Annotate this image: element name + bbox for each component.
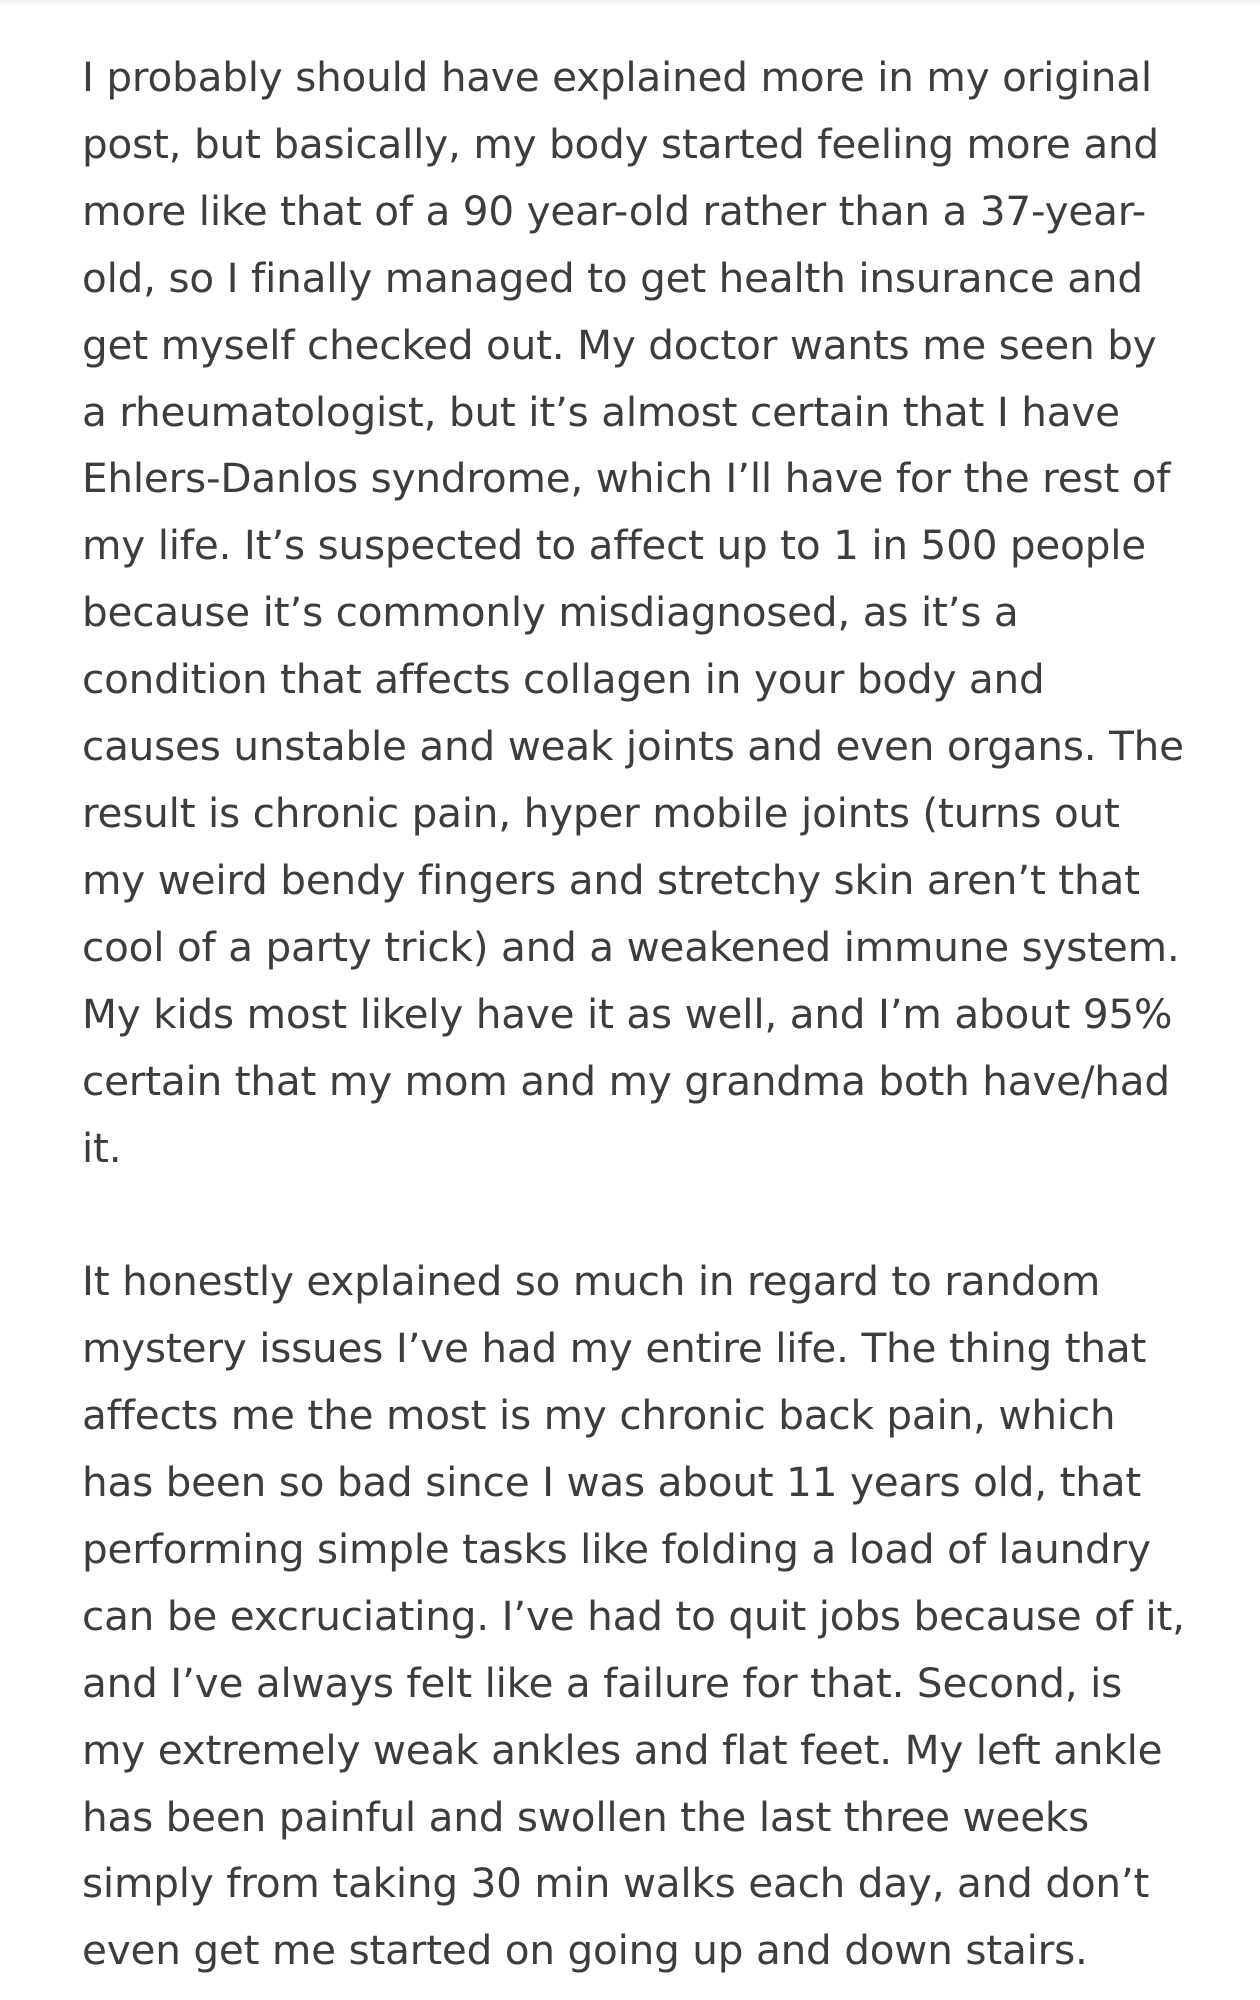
note-paragraph-1: I probably should have explained more in my original post, but basically, my body started feeling more and more like that of a 90 year-old rather than a 37-year-old, so I finally managed to get health insurance and get myself checked out. My doctor wants me seen by a rheumatologist, but it’s almost certain that I have Ehlers-Danlos syndrome, which I’ll have for the rest of my life. It’s suspected to affect up to 1 in 500 people because it’s commonly misdiagnosed, as it’s a condition that affects collagen in your body and causes unstable and weak joints and even organs. The result is chronic pain, hyper mobile joints (turns out my weird bendy fingers and stretchy skin aren’t that cool of a party trick) and a weakened immune system. My kids most likely have it as well, and I’m about 95% certain that my mom and my grandma both have/had it. — [82, 53, 1184, 1172]
note-paragraph-2: It honestly explained so much in regard to random mystery issues I’ve had my entire life. The thing that affects me the most is my chronic back pain, which has been so bad since I was about 11 years old, that performing simple tasks like folding a load of laundry can be excruciating. I’ve had to quit jobs because of it, and I’ve always felt like a failure for that. Second, is my extremely weak ankles and flat feet. My left ankle has been painful and swollen the last three weeks simply from taking 30 min walks each day, and don’t even get me started on going up and down stairs. — [82, 1257, 1185, 1975]
note-body[interactable] — [82, 44, 1190, 1984]
top-edge-divider — [0, 0, 1260, 6]
